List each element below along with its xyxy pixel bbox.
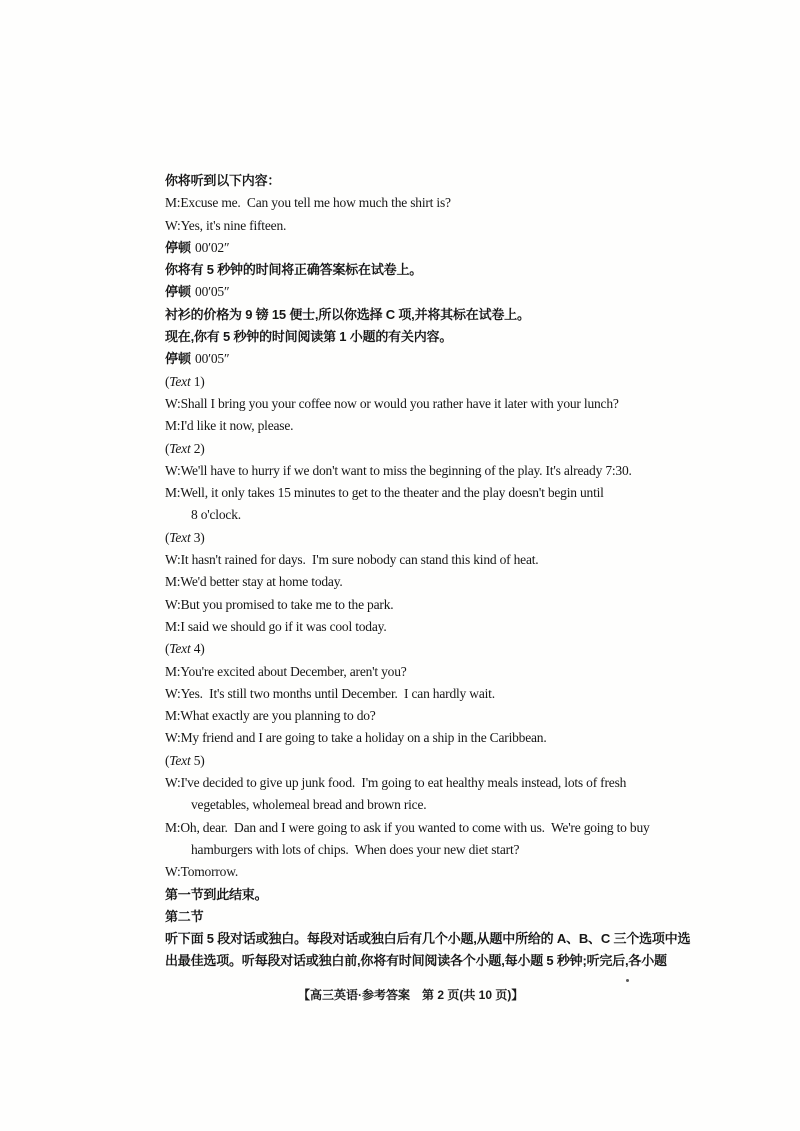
- dialogue-line: W:I've decided to give up junk food. I'm going to eat healthy meals instead, lots of fresh: [165, 775, 627, 791]
- instruction-line: 听下面 5 段对话或独白。每段对话或独白后有几个小题,从题中所给的 A、B、C 三个选项中选: [165, 931, 691, 947]
- text-word: Text: [169, 529, 191, 545]
- dialogue-line: W:Yes. It's still two months until December. I can hardly wait.: [165, 685, 495, 701]
- text-word: Text: [169, 752, 191, 768]
- dialogue-line: M:What exactly are you planning to do?: [165, 708, 376, 724]
- pause-line: [165, 237, 643, 259]
- instruction-line: 第二节: [165, 908, 204, 924]
- pause-duration: 00′02″: [195, 239, 230, 255]
- scan-artifact-dot: [626, 979, 629, 982]
- dialogue-continuation-line: hamburgers with lots of chips. When does your new diet start?: [191, 841, 520, 857]
- text-word: Text: [169, 373, 191, 389]
- listening-script-body: [165, 170, 691, 973]
- dialogue-line: W:Tomorrow.: [165, 864, 239, 880]
- text-heading: (Text 3): [165, 529, 205, 545]
- dialogue-line: M:You're excited about December, aren't you?: [165, 663, 407, 679]
- pause-label: 停顿: [165, 239, 192, 255]
- dialogue-continuation-line: 8 o'clock.: [191, 507, 241, 523]
- pause-label: 停顿: [165, 351, 192, 367]
- text-heading: (Text 5): [165, 752, 205, 768]
- dialogue-line: W:My friend and I are going to take a holiday on a ship in the Caribbean.: [165, 730, 547, 746]
- pause-line: [165, 281, 643, 303]
- pause-duration: 00′05″: [195, 351, 230, 367]
- instruction-line: 出最佳选项。听每段对话或独白前,你将有时间阅读各个小题,每小题 5 秒钟;听完后,各小题: [165, 953, 667, 969]
- footer-text: 【高三英语·参考答案 第 2 页(共 10 页)】: [297, 988, 524, 1002]
- dialogue-line: W:It hasn't rained for days. I'm sure nobody can stand this kind of heat.: [165, 552, 539, 568]
- dialogue-line: W:Yes, it's nine fifteen.: [165, 217, 287, 233]
- text-heading: (Text 1): [165, 373, 205, 389]
- text-word: Text: [169, 440, 191, 456]
- dialogue-line: W:But you promised to take me to the park.: [165, 596, 394, 612]
- dialogue-continuation-line: vegetables, wholemeal bread and brown rice.: [191, 797, 427, 813]
- dialogue-line: W:Shall I bring you your coffee now or would you rather have it later with your lunch?: [165, 395, 619, 411]
- dialogue-line: M:Well, it only takes 15 minutes to get to the theater and the play doesn't begin until: [165, 485, 604, 501]
- dialogue-line: M:Excuse me. Can you tell me how much the shirt is?: [165, 195, 451, 211]
- dialogue-line: M:I'd like it now, please.: [165, 418, 294, 434]
- instruction-line: 衬衫的价格为 9 镑 15 便士,所以你选择 C 项,并将其标在试卷上。: [165, 306, 530, 322]
- text-word: Text: [169, 641, 191, 657]
- instruction-line: 现在,你有 5 秒钟的时间阅读第 1 小题的有关内容。: [165, 329, 453, 345]
- instruction-line: 你将听到以下内容：: [165, 173, 281, 188]
- dialogue-line: M:Oh, dear. Dan and I were going to ask if you wanted to come with us. We're going to buy: [165, 819, 650, 835]
- dialogue-line: M:I said we should go if it was cool today.: [165, 618, 387, 634]
- dialogue-line: M:We'd better stay at home today.: [165, 574, 343, 590]
- pause-label: 停顿: [165, 284, 192, 300]
- instruction-line: 你将有 5 秒钟的时间将正确答案标在试卷上。: [165, 262, 423, 278]
- dialogue-line: W:We'll have to hurry if we don't want to miss the beginning of the play. It's already 7:30.: [165, 462, 632, 478]
- page-footer: [165, 972, 643, 1017]
- text-heading: (Text 2): [165, 440, 205, 456]
- instruction-line: 第一节到此结束。: [165, 886, 268, 902]
- pause-line: [165, 348, 643, 370]
- text-heading: (Text 4): [165, 641, 205, 657]
- pause-duration: 00′05″: [195, 284, 230, 300]
